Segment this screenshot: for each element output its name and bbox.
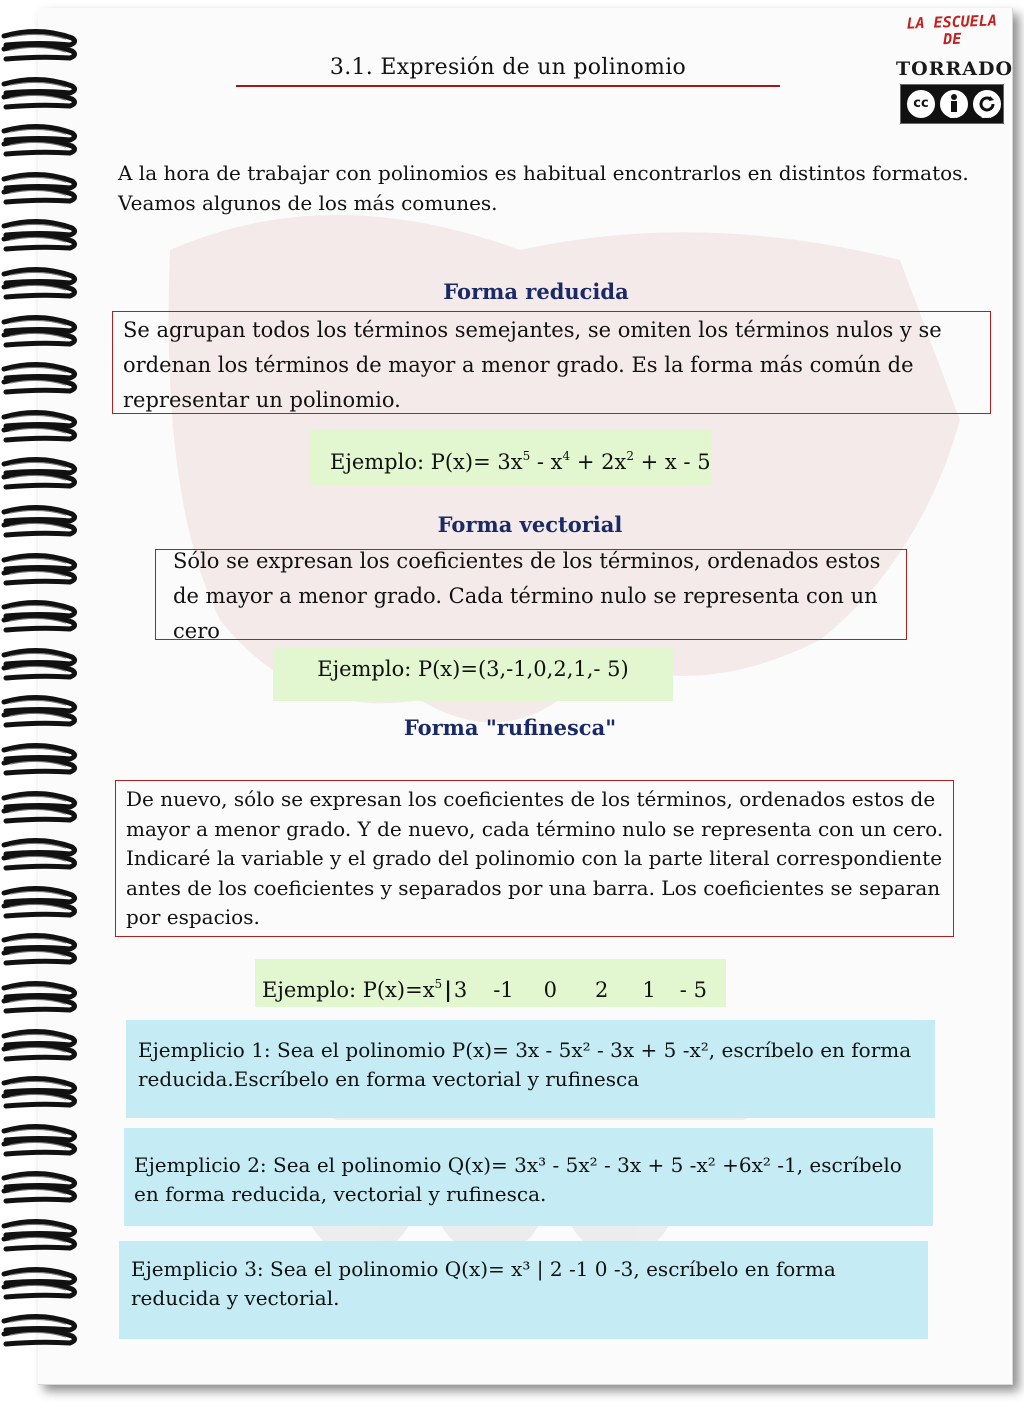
exercise-3: Ejemplicio 3: Sea el polinomio Q(x)= x³ | 2 -1 0 -3, escríbelo en forma reducida y vectorial.	[119, 1241, 928, 1339]
forma-reducida-example: Ejemplo: $P(x)= 3x^5 - x^4 + 2x^2 + x - 5$	[309, 430, 711, 486]
intro-text: A la hora de trabajar con polinomios es habitual encontrarlos en distintos formatos. Veamos algunos de los más comunes.	[118, 161, 969, 215]
spiral-ring	[0, 171, 78, 205]
spiral-ring	[0, 1170, 78, 1204]
spiral-ring	[0, 1075, 78, 1109]
cc-license-badge	[900, 84, 1004, 124]
spiral-ring	[0, 885, 78, 919]
forma-rufinesca-example: Ejemplo: $P(x)=x^5|3$ -1 0 2 1 - 5	[255, 959, 726, 1007]
spiral-ring	[0, 647, 78, 681]
forma-rufinesca-definition: De nuevo, sólo se expresan los coeficientes de los términos, ordenados estos de mayor a menor grado. Y de nuevo, cada término nulo se representa con un cero. Indicaré la variable y el grado del polinomio con la parte literal correspondiente antes de los coeficientes y separados por una barra. Los coeficientes se separan por espacios.	[115, 780, 954, 937]
spiral-ring	[0, 28, 78, 62]
heading-forma-rufinesca: Forma "rufinesca"	[403, 715, 617, 740]
spiral-ring	[0, 790, 78, 824]
spiral-ring	[0, 1266, 78, 1300]
heading-forma-vectorial: Forma vectorial	[437, 512, 623, 537]
spiral-ring	[0, 123, 78, 157]
by-label: BY	[949, 112, 960, 120]
heading-forma-reducida: Forma reducida	[443, 279, 629, 304]
escuela-torrado-logo	[896, 11, 1014, 124]
spiral-ring	[0, 552, 78, 586]
spiral-ring	[0, 837, 78, 871]
spiral-ring	[0, 456, 78, 490]
page-title: 3.1. Expresión de un polinomio	[236, 55, 780, 87]
spiral-ring	[0, 314, 78, 348]
spiral-ring	[0, 409, 78, 443]
cc-icon: cc	[905, 88, 937, 120]
logo-text-bottom: TORRADO	[896, 58, 1014, 80]
spiral-ring	[0, 266, 78, 300]
spiral-ring	[0, 504, 78, 538]
forma-reducida-definition: Se agrupan todos los términos semejantes, se omiten los términos nulos y se ordenan los términos de mayor a menor grado. Es la forma más común de representar un polinomio.	[112, 311, 991, 414]
spiral-ring	[0, 932, 78, 966]
spiral-ring	[0, 599, 78, 633]
spiral-ring	[0, 1028, 78, 1062]
sa-label: SA	[981, 112, 992, 120]
spiral-ring	[0, 1218, 78, 1252]
spiral-ring	[0, 76, 78, 110]
spiral-ring	[0, 361, 78, 395]
forma-vectorial-definition: Sólo se expresan los coeficientes de los términos, ordenados estos de mayor a menor grado. Cada término nulo se representa con un cero	[155, 549, 907, 640]
spiral-ring	[0, 218, 78, 252]
forma-vectorial-example: Ejemplo: P(x)=(3,-1,0,2,1,- 5)	[273, 647, 673, 701]
spiral-ring	[0, 980, 78, 1014]
spiral-ring	[0, 1123, 78, 1157]
exercise-2: Ejemplicio 2: Sea el polinomio Q(x)= 3x³ - 5x² - 3x + 5 -x² +6x² -1, escríbelo en forma reducida, vectorial y rufinesca.	[124, 1128, 933, 1226]
spiral-ring	[0, 1313, 78, 1347]
logo-text-top: LA ESCUELA DE	[906, 11, 998, 49]
exercise-1: Ejemplicio 1: Sea el polinomio P(x)= 3x - 5x² - 3x + 5 -x², escríbelo en forma reducida.Escríbelo en forma vectorial y rufinesca	[126, 1020, 935, 1118]
spiral-ring	[0, 694, 78, 728]
spiral-ring	[0, 742, 78, 776]
